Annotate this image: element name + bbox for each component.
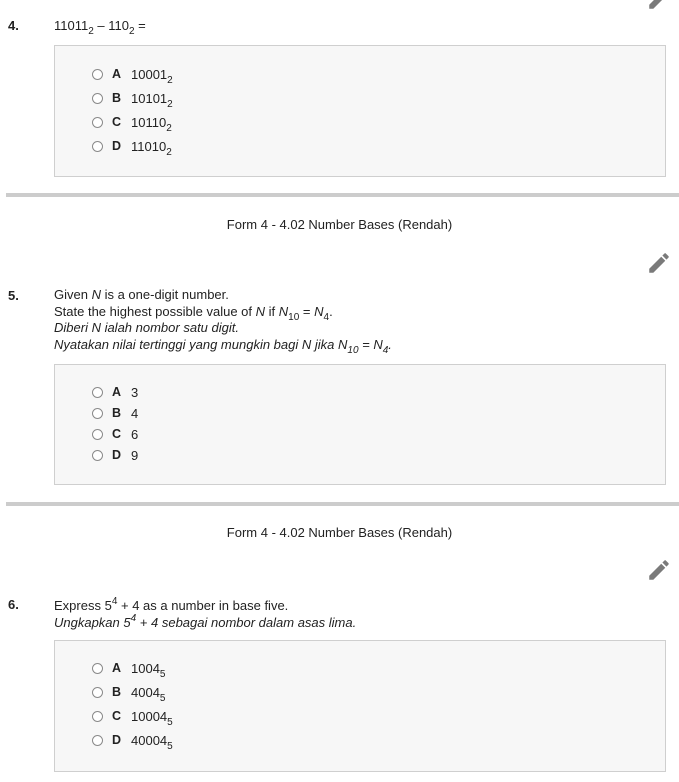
option-letter: D bbox=[112, 139, 122, 153]
question-line bbox=[54, 598, 356, 615]
options-box bbox=[54, 45, 666, 177]
text-run: 10101 bbox=[131, 90, 168, 106]
option-letter: B bbox=[112, 91, 122, 105]
text-run: . bbox=[329, 303, 333, 319]
answer-option-a[interactable] bbox=[92, 382, 138, 402]
question-number: 5. bbox=[8, 288, 19, 303]
subscript: 10 bbox=[347, 344, 359, 356]
subscript: 4 bbox=[323, 311, 330, 323]
subscript: 2 bbox=[167, 98, 173, 110]
question-line-malay bbox=[54, 337, 392, 354]
pencil-icon[interactable] bbox=[646, 250, 672, 276]
radio-button[interactable] bbox=[92, 69, 103, 80]
answer-option-b[interactable] bbox=[92, 88, 173, 108]
option-value bbox=[131, 448, 138, 463]
text-run: N bbox=[314, 303, 324, 319]
answer-option-c[interactable] bbox=[92, 112, 172, 132]
text-run: Given bbox=[54, 287, 92, 302]
radio-button[interactable] bbox=[92, 711, 103, 722]
question-text bbox=[54, 287, 392, 356]
text-run: Express 5 bbox=[54, 598, 112, 613]
text-run: is a one-digit number. bbox=[100, 287, 229, 302]
option-value bbox=[131, 660, 166, 680]
option-letter: A bbox=[112, 385, 122, 399]
text-run: = N bbox=[358, 336, 383, 352]
text-run: + 4 sebagai nombor dalam asas lima. bbox=[136, 614, 357, 630]
radio-button[interactable] bbox=[92, 117, 103, 128]
option-letter: C bbox=[112, 709, 122, 723]
question-text bbox=[54, 598, 356, 631]
question-number: 6. bbox=[8, 597, 19, 612]
option-value bbox=[131, 138, 172, 158]
option-letter: C bbox=[112, 427, 122, 441]
subscript: 2 bbox=[167, 74, 173, 86]
options-box bbox=[54, 640, 666, 772]
text-run: – 110 bbox=[93, 18, 129, 33]
question-number: 4. bbox=[8, 18, 19, 33]
subscript: 5 bbox=[167, 740, 173, 752]
text-run: 10001 bbox=[131, 66, 168, 82]
option-letter: C bbox=[112, 115, 122, 129]
answer-option-d[interactable] bbox=[92, 445, 138, 465]
pencil-icon[interactable] bbox=[646, 557, 672, 583]
radio-button[interactable] bbox=[92, 387, 103, 398]
question-line bbox=[54, 18, 146, 35]
option-letter: A bbox=[112, 661, 122, 675]
subscript: 2 bbox=[166, 146, 172, 158]
text-run: 4 bbox=[131, 405, 139, 421]
question-line bbox=[54, 304, 392, 321]
text-run: Diberi N ialah nombor satu digit. bbox=[54, 320, 239, 335]
text-run: Nyatakan nilai tertinggi yang mungkin bagi N jika N bbox=[54, 336, 348, 352]
option-letter: B bbox=[112, 685, 122, 699]
section-title: Form 4 - 4.02 Number Bases (Rendah) bbox=[226, 525, 453, 540]
subscript: 4 bbox=[382, 344, 389, 356]
answer-option-a[interactable] bbox=[92, 64, 173, 84]
radio-button[interactable] bbox=[92, 663, 103, 674]
pencil-icon[interactable] bbox=[646, 0, 672, 12]
text-run: 11011 bbox=[54, 18, 89, 33]
text-run: 1004 bbox=[131, 660, 160, 676]
option-value bbox=[131, 385, 138, 400]
question-text bbox=[54, 18, 146, 35]
subscript: 5 bbox=[167, 716, 173, 728]
answer-option-c[interactable] bbox=[92, 706, 173, 726]
answer-option-c[interactable] bbox=[92, 424, 138, 444]
options-box bbox=[54, 364, 666, 485]
answer-option-b[interactable] bbox=[92, 403, 138, 423]
question-line bbox=[54, 287, 392, 304]
text-run: = bbox=[134, 18, 146, 33]
text-run: . bbox=[388, 336, 392, 352]
subscript: 5 bbox=[159, 692, 166, 704]
option-letter: B bbox=[112, 406, 122, 420]
option-value bbox=[131, 708, 173, 728]
section-divider bbox=[6, 502, 679, 506]
subscript: 10 bbox=[288, 311, 300, 323]
radio-button[interactable] bbox=[92, 408, 103, 419]
subscript: 2 bbox=[166, 122, 172, 134]
option-value bbox=[131, 732, 173, 752]
option-value bbox=[131, 66, 173, 86]
answer-option-b[interactable] bbox=[92, 682, 165, 702]
radio-button[interactable] bbox=[92, 687, 103, 698]
question-line-malay bbox=[54, 612, 357, 632]
text-run: = bbox=[299, 303, 315, 319]
radio-button[interactable] bbox=[92, 93, 103, 104]
answer-option-d[interactable] bbox=[92, 136, 172, 156]
answer-option-a[interactable] bbox=[92, 658, 165, 678]
subscript: 2 bbox=[128, 26, 135, 37]
radio-button[interactable] bbox=[92, 141, 103, 152]
radio-button[interactable] bbox=[92, 450, 103, 461]
option-value bbox=[131, 427, 138, 442]
option-value bbox=[131, 406, 138, 421]
text-run: 4004 bbox=[131, 684, 160, 700]
answer-option-d[interactable] bbox=[92, 730, 173, 750]
text-run: Ungkapkan 5 bbox=[54, 614, 131, 630]
section-title: Form 4 - 4.02 Number Bases (Rendah) bbox=[226, 217, 453, 232]
text-run: 10110 bbox=[131, 114, 167, 130]
radio-button[interactable] bbox=[92, 735, 103, 746]
option-value bbox=[131, 90, 173, 110]
text-run: 40004 bbox=[131, 732, 168, 748]
text-run: N bbox=[278, 303, 289, 319]
option-value bbox=[131, 114, 172, 134]
question-line-malay bbox=[54, 320, 392, 337]
text-run: State the highest possible value of bbox=[54, 303, 256, 319]
option-value bbox=[131, 684, 166, 704]
text-run: 11010 bbox=[131, 138, 167, 154]
text-run: 9 bbox=[131, 447, 139, 463]
text-run: N bbox=[91, 287, 101, 302]
text-run: + 4 as a number in base five. bbox=[117, 598, 289, 613]
radio-button[interactable] bbox=[92, 429, 103, 440]
subscript: 5 bbox=[159, 668, 166, 680]
superscript: 4 bbox=[111, 596, 118, 607]
text-run: 6 bbox=[131, 426, 139, 442]
subscript: 2 bbox=[88, 26, 94, 37]
option-letter: D bbox=[112, 733, 122, 747]
superscript: 4 bbox=[130, 612, 137, 624]
section-divider bbox=[6, 193, 679, 197]
option-letter: D bbox=[112, 448, 122, 462]
text-run: N bbox=[255, 303, 266, 319]
text-run: 10004 bbox=[131, 708, 168, 724]
text-run: if bbox=[265, 303, 279, 319]
text-run: 3 bbox=[131, 384, 139, 400]
option-letter: A bbox=[112, 67, 122, 81]
